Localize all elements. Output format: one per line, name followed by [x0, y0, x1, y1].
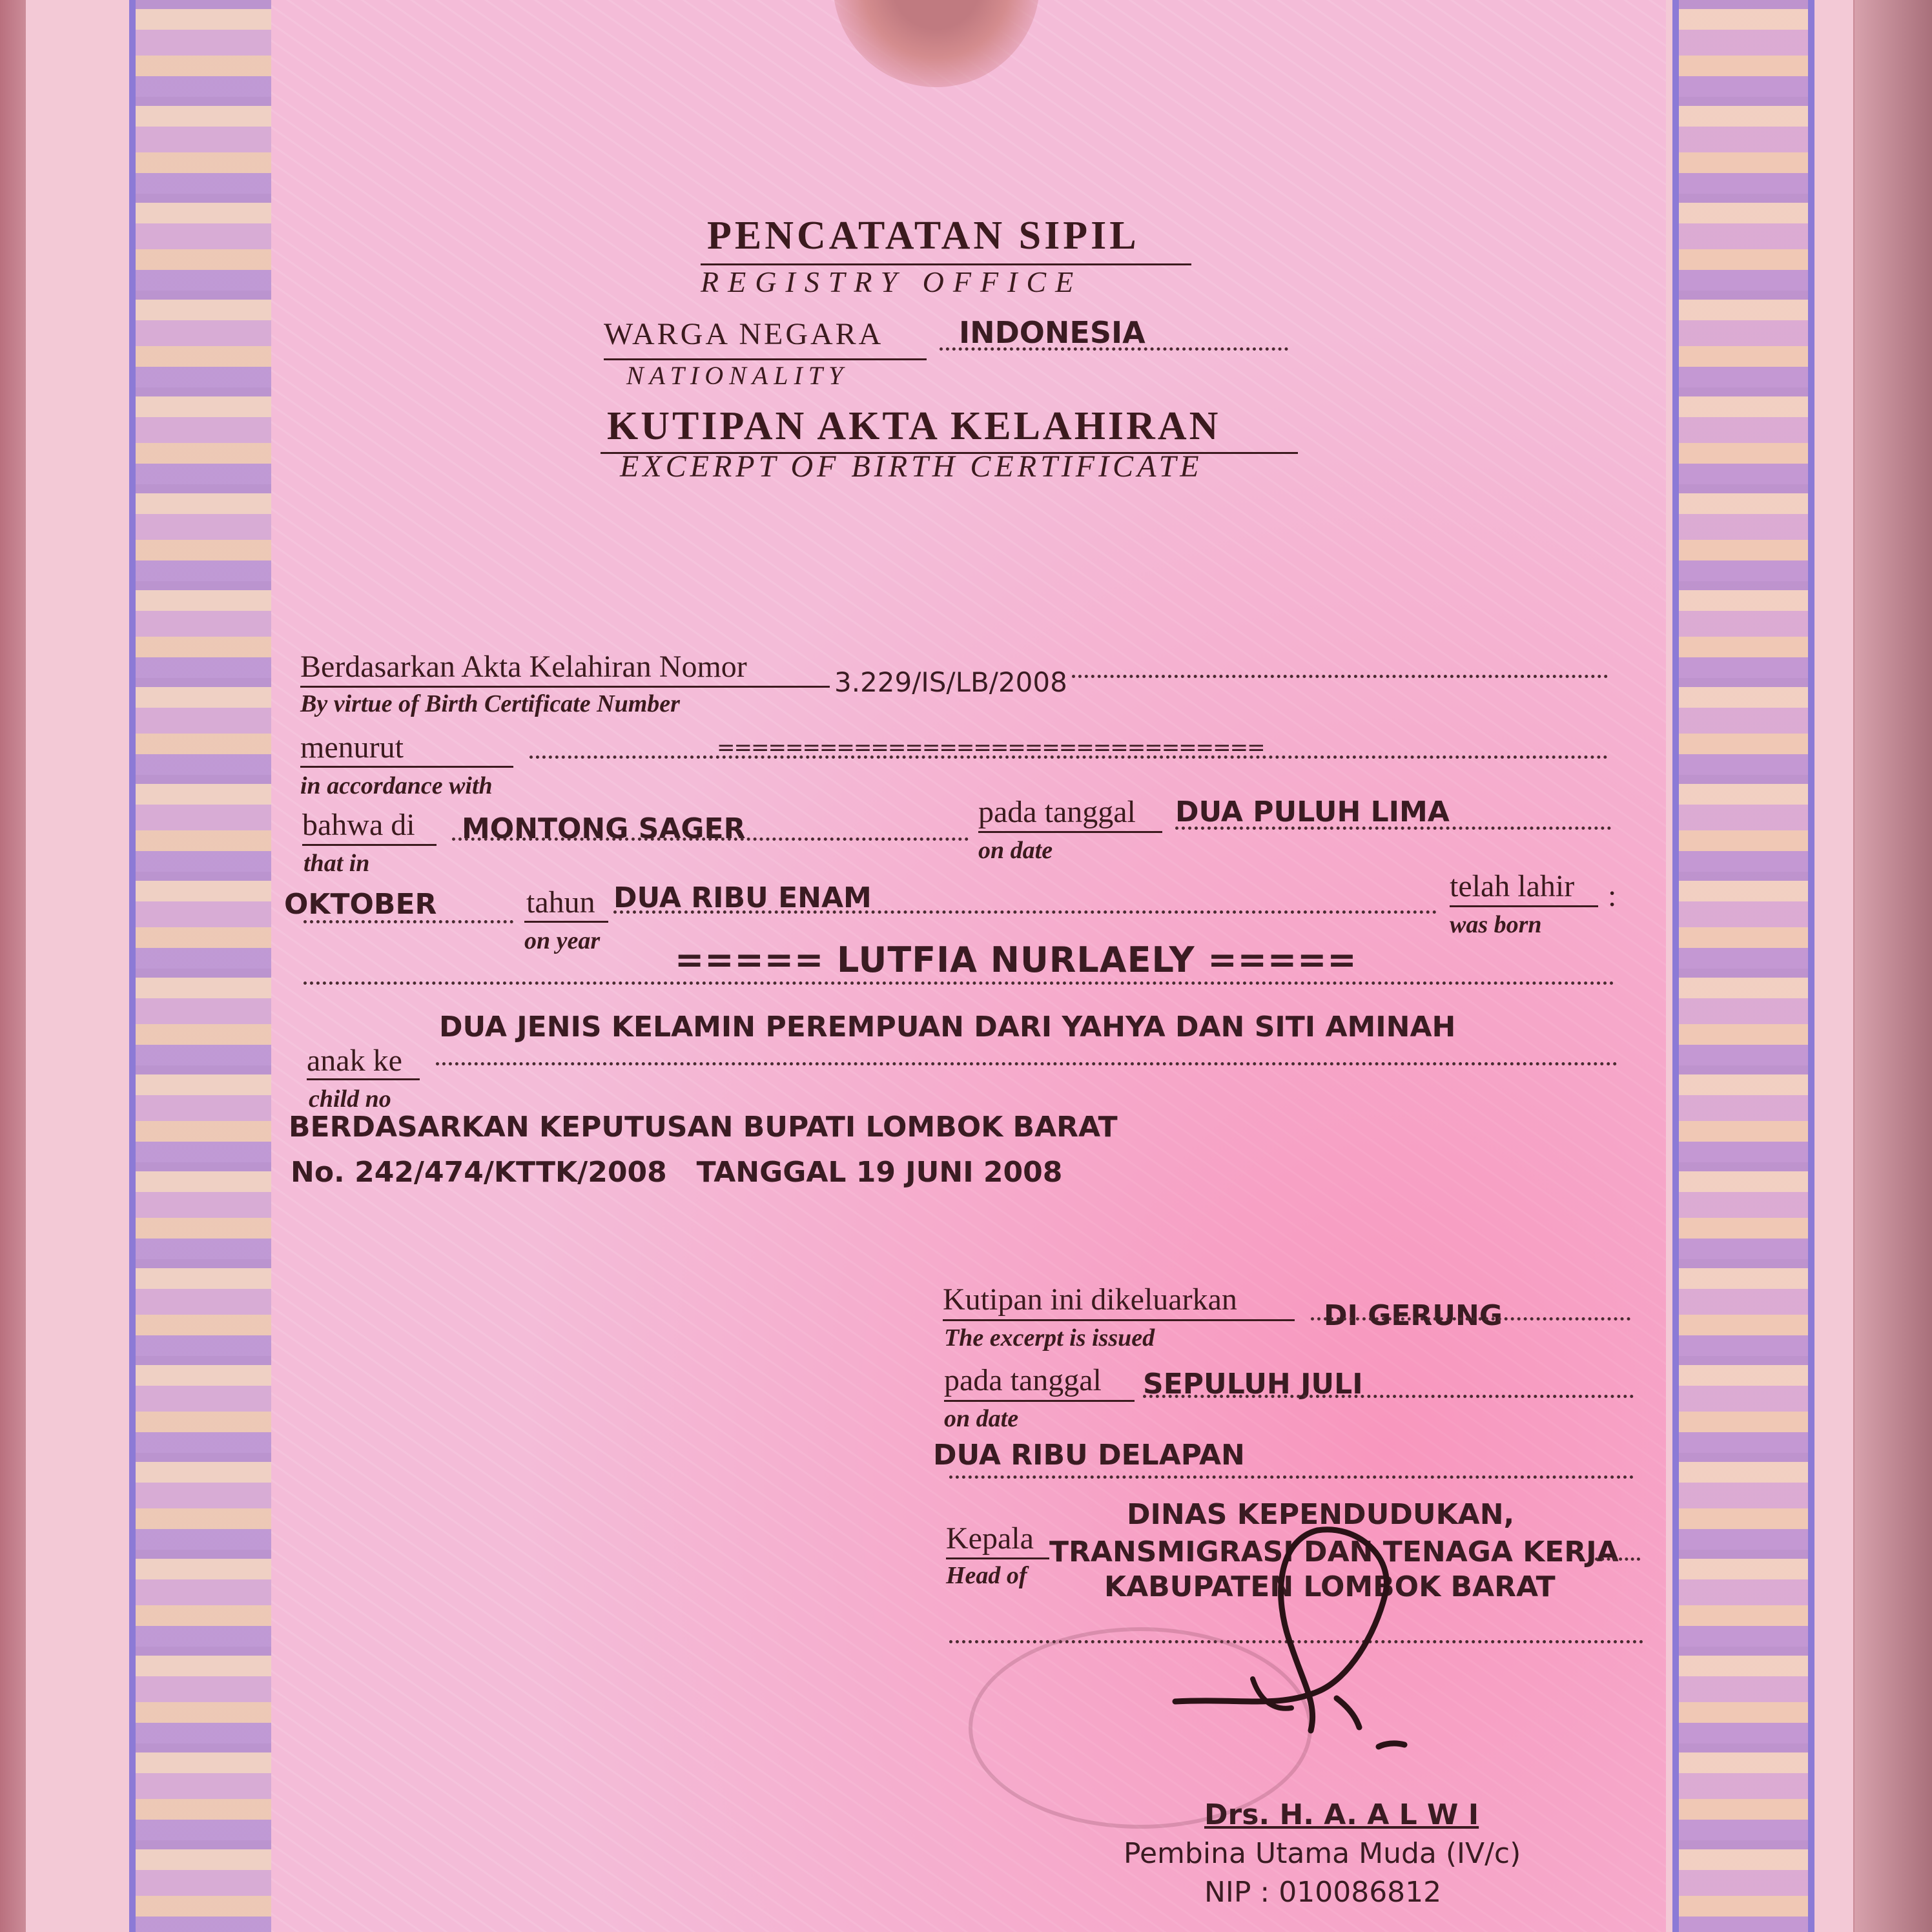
head-dotted-line: [1595, 1557, 1640, 1561]
born-colon: :: [1608, 879, 1617, 913]
year-label: tahun: [526, 885, 595, 920]
month-value: OKTOBER: [284, 888, 437, 921]
place-label-en: that in: [303, 850, 370, 877]
cert-number-underline: [300, 686, 830, 688]
place-label: bahwa di: [302, 808, 415, 842]
issue-year-value: DUA RIBU DELAPAN: [933, 1439, 1245, 1472]
decorative-border-left: [129, 0, 278, 1932]
born-underline: [1450, 905, 1598, 907]
issue-date-label-en: on date: [944, 1405, 1019, 1432]
nationality-dotted-line: [940, 347, 1288, 351]
issued-underline: [943, 1319, 1295, 1321]
decorative-border-right: [1672, 0, 1814, 1932]
place-dotted-line: [452, 838, 969, 841]
signatory-rank: Pembina Utama Muda (IV/c): [1124, 1837, 1521, 1870]
background-surface-right: [1855, 0, 1932, 1932]
year-value: DUA RIBU ENAM: [613, 881, 872, 914]
accordance-underline: [300, 766, 513, 768]
date-value: DUA PULUH LIMA: [1175, 796, 1450, 828]
cert-number-label: Berdasarkan Akta Kelahiran Nomor: [300, 650, 747, 684]
date-label: pada tanggal: [978, 795, 1136, 829]
head-line-3: KABUPATEN LOMBOK BARAT: [1104, 1570, 1556, 1603]
head-underline: [946, 1557, 1049, 1559]
issue-date-value: SEPULUH JULI: [1143, 1368, 1363, 1401]
document-title: KUTIPAN AKTA KELAHIRAN: [607, 404, 1221, 448]
office-subtitle: REGISTRY OFFICE: [701, 265, 1083, 298]
born-label: telah lahir: [1450, 869, 1575, 903]
born-label-en: was born: [1450, 911, 1542, 938]
cert-number-dotted-line: [1072, 675, 1608, 678]
year-underline: [524, 921, 608, 923]
year-label-en: on year: [524, 927, 601, 954]
issue-date-dotted-line: [1143, 1395, 1634, 1398]
child-name: ===== LUTFIA NURLAELY =====: [675, 940, 1357, 980]
issue-year-dotted-line: [949, 1475, 1634, 1479]
accordance-label: menurut: [300, 730, 404, 765]
month-dotted-line: [303, 920, 513, 923]
head-label-en: Head of: [946, 1562, 1027, 1589]
cert-number-value: 3.229/IS/LB/2008: [834, 666, 1067, 698]
signatory-name: Drs. H. A. A L W I: [1204, 1798, 1479, 1831]
issued-dotted-line: [1311, 1317, 1630, 1321]
head-line-2: TRANSMIGRASI DAN TENAGA KERJA: [1049, 1536, 1619, 1568]
year-dotted-line: [613, 910, 1437, 914]
accordance-label-en: in accordance with: [300, 772, 493, 799]
issued-label: Kutipan ini dikeluarkan: [943, 1282, 1237, 1317]
document-subtitle: EXCERPT OF BIRTH CERTIFICATE: [620, 449, 1203, 484]
head-label: Kepala: [946, 1521, 1034, 1556]
issue-date-label: pada tanggal: [944, 1363, 1102, 1397]
nationality-label-en: NATIONALITY: [626, 361, 849, 390]
head-line-1: DINAS KEPENDUDUKAN,: [1127, 1498, 1515, 1531]
handwritten-signature: [1162, 1485, 1434, 1782]
nationality-value: INDONESIA: [959, 315, 1146, 350]
place-value: MONTONG SAGER: [462, 812, 746, 845]
issued-label-en: The excerpt is issued: [944, 1324, 1155, 1351]
child-no-label: anak ke: [307, 1043, 402, 1078]
child-no-underline: [307, 1078, 420, 1080]
child-name-dotted-line: [303, 981, 1614, 985]
accordance-value: ================================: [717, 735, 1264, 761]
signatory-nip: NIP : 010086812: [1204, 1876, 1442, 1909]
child-no-dotted-line: [436, 1062, 1618, 1065]
decree-line-2: No. 242/474/KTTK/2008 TANGGAL 19 JUNI 2008: [291, 1156, 1063, 1189]
nationality-label: WARGA NEGARA: [604, 317, 884, 351]
date-dotted-line: [1175, 827, 1611, 830]
issue-date-underline: [944, 1400, 1135, 1402]
decree-line-1: BERDASARKAN KEPUTUSAN BUPATI LOMBOK BARAT: [289, 1111, 1118, 1144]
issued-value: DI GERUNG: [1324, 1299, 1503, 1332]
date-label-en: on date: [978, 837, 1053, 864]
child-no-value: DUA JENIS KELAMIN PEREMPUAN DARI YAHYA DAN SITI AMINAH: [439, 1011, 1456, 1043]
office-title: PENCATATAN SIPIL: [707, 214, 1140, 258]
date-underline: [978, 831, 1162, 833]
place-underline: [302, 844, 437, 846]
cert-number-label-en: By virtue of Birth Certificate Number: [300, 690, 680, 717]
child-no-label-en: child no: [309, 1085, 391, 1113]
